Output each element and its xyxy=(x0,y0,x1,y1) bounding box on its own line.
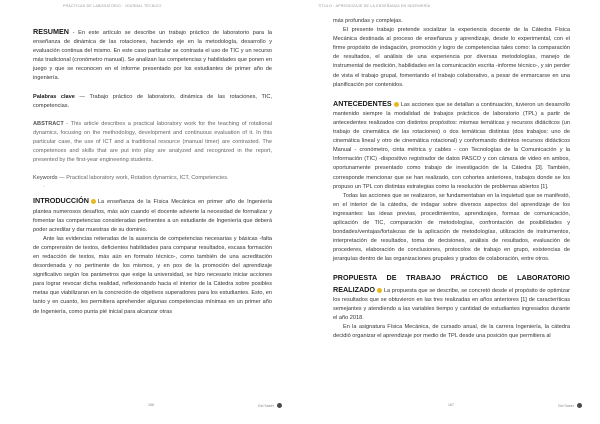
keywords-text: — Practical laboratory work, Rotation dynamics, ICT, Competencies. xyxy=(57,175,229,182)
page-number-right: 167 xyxy=(448,403,454,407)
intro-p1-text: La enseñanza de la Física Mecánica en primer año de Ingeniería plantea numerosos desafíos, más aún cuando el docente advierte la necesidad de formalizar y fomentar las competencias consideradas pertinentes a un estudiante de Ingeniería que deberá poder acreditar y dar muestras de su dominio. xyxy=(33,199,272,233)
brand-logo-icon xyxy=(277,403,282,408)
intro-paragraph-1 xyxy=(33,196,272,234)
section-bullet-icon xyxy=(394,102,399,107)
palabras-clave xyxy=(33,93,272,111)
abstract-label: ABSTRACT xyxy=(33,120,64,127)
right-page-content xyxy=(333,17,570,341)
resumen-text: - En este artículo se describe un trabajo práctico de laboratorio para la enseñanza de dinámica de las rotaciones, haciendo eje en la metodología, desarrollo y evaluación continua del mismo. En este caso particular se contrasta el uso de TIC y un recurso más tradicional (cronómetro manual). Se analizan las competencias y habilidades que ponen en juego y que se reconocen en el informe presentado por los estudiantes de primer año de ingeniería. xyxy=(33,30,272,82)
antecedentes-heading: ANTECEDENTES xyxy=(333,98,392,108)
continuation-text: más profundas y complejas. xyxy=(333,18,403,24)
purpose-paragraph: El presente trabajo pretende socializar la experiencia docente de la Cátedra Física Mecánica destinada al proceso de enseñanza y aprendizaje, desde lo experimental, con el firme propósito de indagación, promoción y logro de competencias tales como: la comparación de resultados, el análisis de una experiencia por diversas metodologías, manejo de instrumental de medición, habilidades en la comunicación escrita -informe técnico-, y sin perder de vista el trabajo grupal, fomentando el trabajo colaborativo, a pesar de enmarcarse en una planificación por contenidos. xyxy=(333,27,570,88)
resumen-heading: RESUMEN xyxy=(33,27,69,36)
palabras-clave-text: — Trabajo práctico de laboratorio, dinámica de las rotaciones, TIC, competencias. xyxy=(33,93,273,109)
brand-logo-icon xyxy=(577,403,582,408)
propuesta-paragraph-1 xyxy=(333,273,570,322)
keywords xyxy=(33,174,272,183)
brand-right xyxy=(558,403,582,408)
resumen-paragraph xyxy=(33,27,272,84)
abstract-paragraph xyxy=(33,120,272,165)
antecedentes-paragraph-2: Todas las acciones que se realizaron, se fundamentaban en la inquietud que se manifestó, en el interior de la cátedra, de indagar sobre diversos aspectos del aprendizaje de los ingresantes: las ideas previas, procedimientos, aprendizajes, formas de comunicación, aplicación de TIC, comparación de metodologías, confrontación de posibilidades y bondades/ventajas/fortalezas de la aplicación de metodologías, utilización de instrumentos, interpretación de resultados, toma de decisiones, análisis de resultados, evaluación de procederes, elaboración de conclusiones, protocolos de trabajo en grupo, existencias de jerarquías dentro de las organizaciones grupales y grados de colaboración, entre otros. xyxy=(333,192,570,263)
right-page xyxy=(300,0,600,424)
section-bullet-icon xyxy=(377,288,382,293)
propuesta-heading: PROPUESTA DE TRABAJO PRÁCTICO DE LABORATORIO REALIZADO xyxy=(333,273,570,294)
brand-left-text: Gel Saber xyxy=(257,403,274,408)
antecedentes-p1-text: Las acciones que se detallan a continuación, tuvieron un desarrollo mantenido siempre la modalidad de trabajos prácticos de laboratorio (TPL) a partir de antecedentes realizados con distintos propósitos: mismas temáticas y recursos didácticos (un trabajo de cinemática de las rotaciones) o dos temáticas distintas (dos trabajos: uno de cinemática lineal y otro de cinemática rotacional) y conformando distintos recursos didácticos Manual - cronómetro, cinta métrica y cables - con Tecnologías de la Comunicación y la Información (TIC) -dispositivo registrador de datos PASCO y con cámara de video en ambos, oportunamente presentado como trabajo de investigación de la Cátedra [3]. También, corresponde mencionar que se han realizado, con cohortes anteriores, trabajos donde se los propuso un TPL con distintas estrategias como la resolución de problemas abiertos [1]. xyxy=(333,101,570,190)
keywords-label: Keywords xyxy=(33,175,58,182)
abstract-text: - This article describes a practical laboratory work for the teaching of rotational dynamics, focusing on the methodology, development and continuous evaluation of it. In this particular case, the use of ICT and a traditional resource (manual timer) are contrasted. The competences and skills that are put into play are analyzed and recognized in the report, presented by the first-year engineering students. xyxy=(33,120,272,164)
antecedentes-paragraph-1 xyxy=(333,99,570,192)
propuesta-p1-text: La propuesta que se describe, se concretó desde el propósito de optimizar los resultados que se obtuvieron en las tres realizadas en años anteriores [1] de caracteríticas semejantes y atendiendo a las variables tiempo y cantidad de estudiantes ingresados durante el año 2018. xyxy=(333,287,570,321)
palabras-clave-label: Palabras clave xyxy=(33,93,75,100)
brand-left xyxy=(258,403,282,408)
brand-right-text: Gel Saber xyxy=(557,403,574,408)
propuesta-paragraph-2: En la asignatura Física Mecánica, de cursado anual, de la carrera Ingeniería, la cátedra decidió organizar el aprendizaje por medio de TPL desde una posición que permitiera al xyxy=(333,323,570,339)
page-number-left: 166 xyxy=(148,403,154,407)
running-head-left: PRÁCTICAS DE LABORATORIO · JOURNAL TÉCNICO xyxy=(63,4,162,8)
intro-heading: INTRODUCCIÓN xyxy=(33,196,89,206)
intro-paragraph-2: Ante las evidencias reiteradas de la ausencia de competencias necesarias y básicas -falta de comprensión de textos, deficientes habilidades para comparar resultados, escasa formación en redacción de textos, más aún en formato técnico-, como también de una acreditación desordenada y no pertinente de los mismos, y en pos de la promoción del aprendizaje significativo según los parámetros que exige la universidad, se hizo necesario iniciar acciones para lograr revocar dicha realidad, reflexionando hacia el interior de la Cátedra sobre posibles metas que viabilizaran en la concreción de objetivos superadores para los estudiantes. Esto, en tanto y en cuanto, les permitiera aprehender algunas competencias mínimas en un primer año de Ingeniería, como punta pié inicial para alcanzar otras xyxy=(33,235,272,315)
left-page-content xyxy=(33,27,272,317)
section-bullet-icon xyxy=(91,199,96,204)
separator-mark: ◦ xyxy=(43,184,45,191)
running-head-right: TÍTULO · APRENDIZAJE DE LA ENSEÑANZA EN INGENIERÍA xyxy=(318,4,431,8)
